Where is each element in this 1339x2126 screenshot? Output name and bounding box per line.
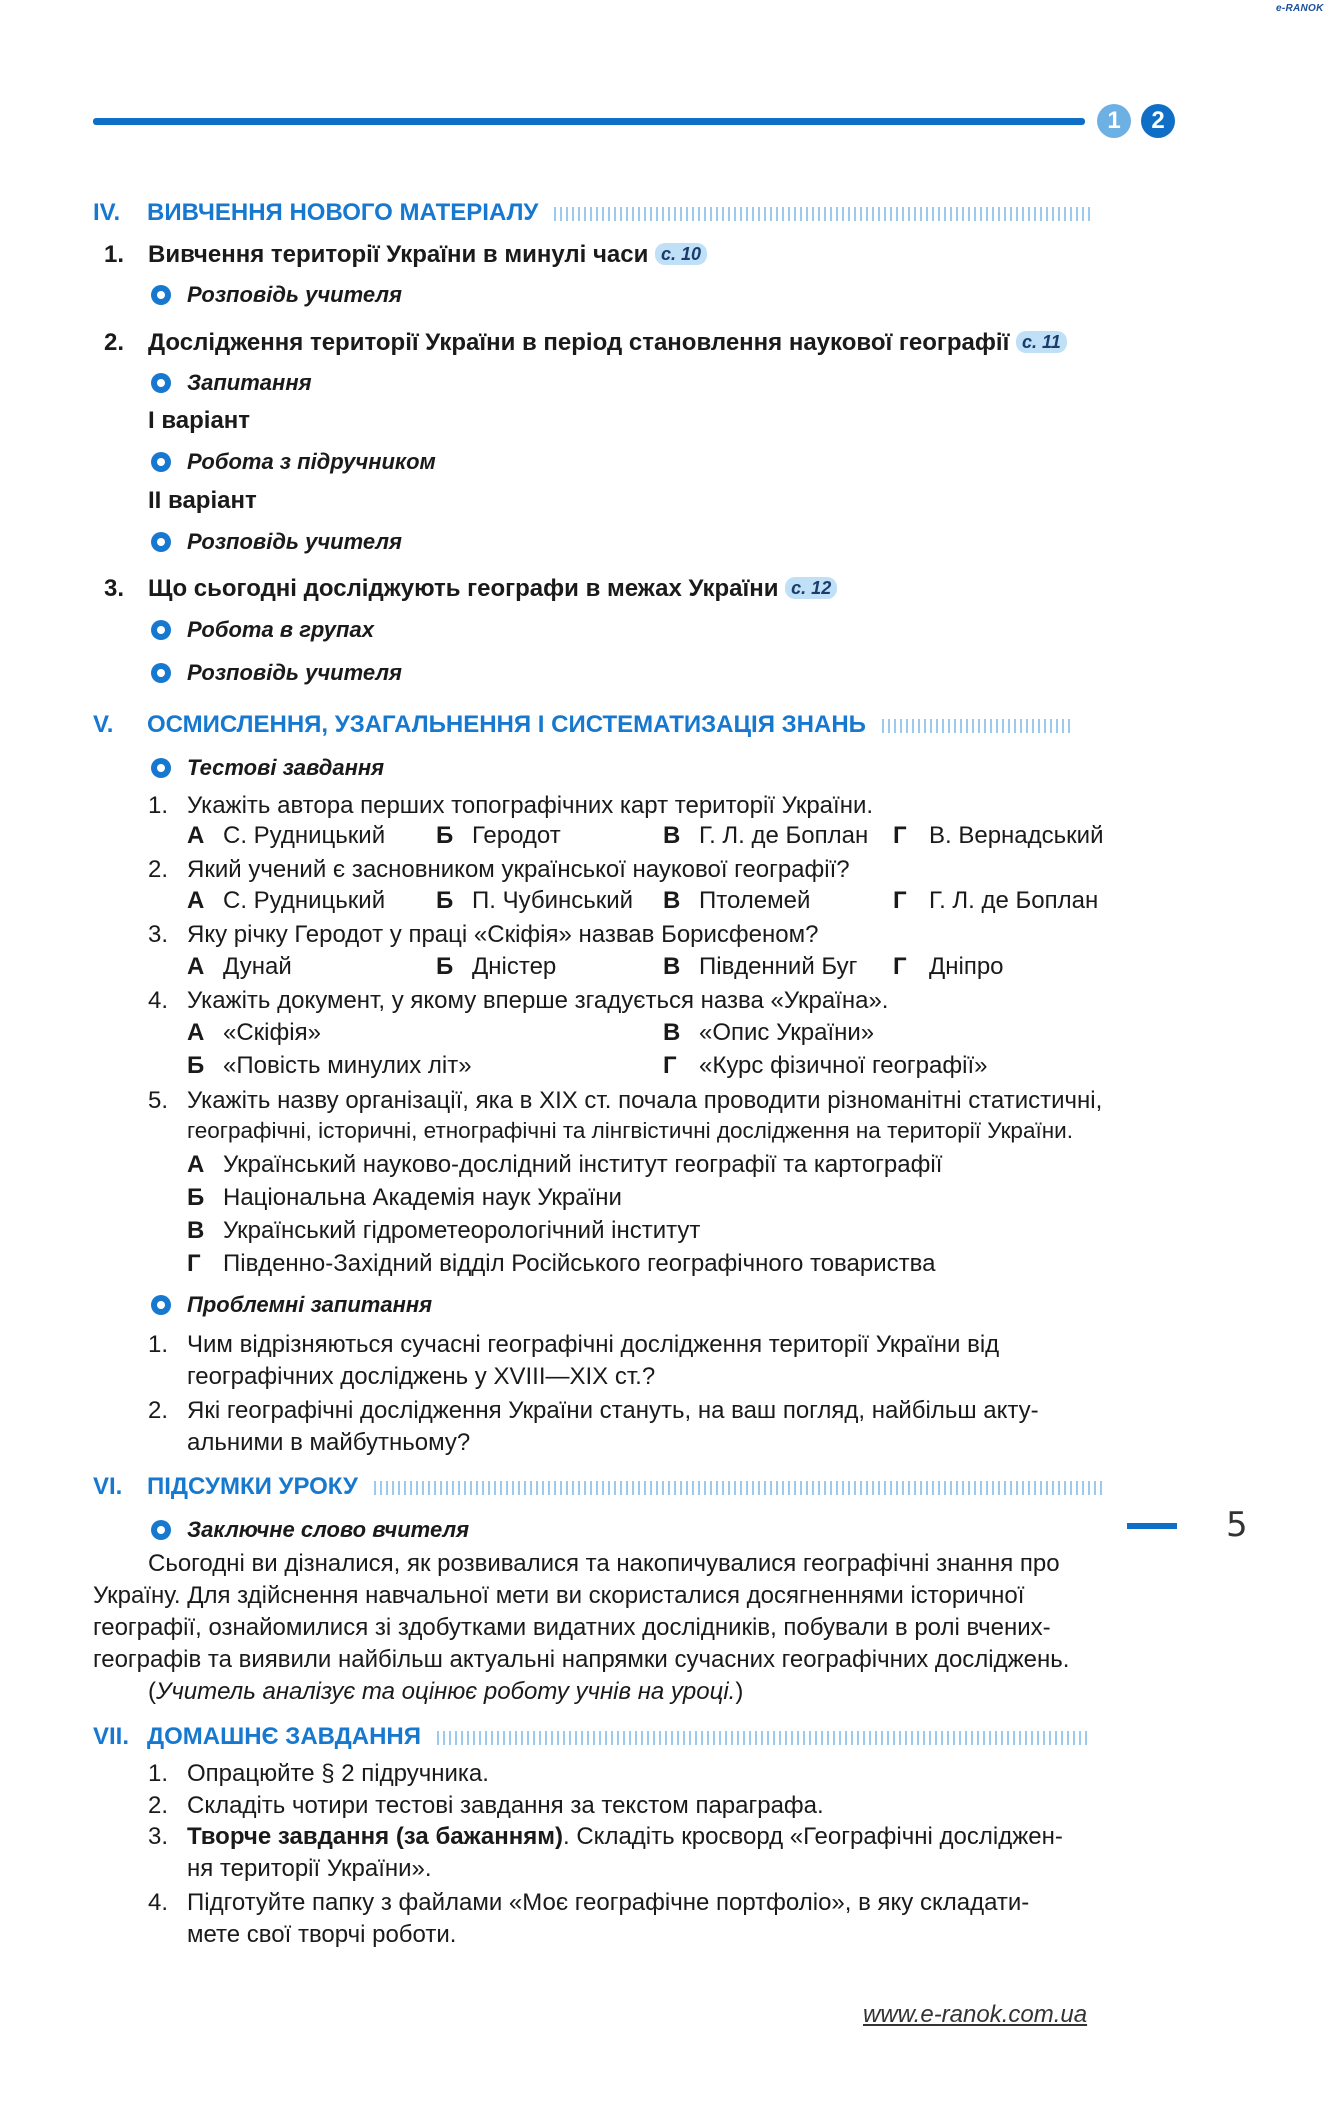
answer-option: Г В. Вернадський [893,822,1104,849]
activity-label: Запитання [187,370,312,395]
bullet-icon [151,285,171,305]
bullet-icon [151,620,171,640]
task-number: 1. [148,1760,169,1787]
section-number: IV. [93,199,121,226]
test-question-1: Укажіть автора перших топографічних карт території України. [187,792,874,819]
item-number: 2. [104,329,125,356]
section-number: V. [93,711,114,738]
answer-option: А Український науково-дослідний інститут географії та картографії [187,1151,943,1178]
section-heading-vii [93,1722,1108,1752]
page-marker-2: 2 [1141,104,1175,138]
section-title: ПІДСУМКИ УРОКУ [147,1473,358,1500]
page-marker-1: 1 [1097,104,1131,138]
bullet-icon [151,373,171,393]
problem-question-2-line-1: Які географічні дослідження України стануть, на ваш погляд, найбільш акту- [187,1397,1039,1424]
homework-4-line-2: мете свої творчі роботи. [187,1921,457,1948]
page-number: 5 [1226,1505,1248,1545]
answer-option: Б Національна Академія наук України [187,1184,622,1211]
answer-option: В Український гідрометеорологічний інститут [187,1217,701,1244]
activity-label: Робота з підручником [187,449,436,474]
activity-label: Розповідь учителя [187,282,403,307]
header-rule [93,118,1085,125]
answer-option: Г Г. Л. де Боплан [893,887,1099,914]
answer-option: Б Геродот [436,822,561,849]
question-number: 3. [148,921,169,948]
item-number: 3. [104,575,125,602]
section-number: VI. [93,1473,123,1500]
question-number: 5. [148,1087,169,1114]
activity-label: Робота в групах [187,617,374,642]
answer-option: Г «Курс фізичної географії» [663,1052,988,1079]
activity-label: Проблемні запитання [187,1292,433,1317]
answer-option: Г Південно-Західний відділ Російського географічного товариства [187,1250,936,1277]
website-link[interactable]: www.e-ranok.com.ua [863,2001,1088,2028]
publisher-logo-text: e-RANOK [1276,3,1324,14]
summary-line-2: Україну. Для здійснення навчальної мети ви скористалися досягненнями історичної [93,1582,1025,1609]
bullet-icon [151,1295,171,1315]
answer-option: В «Опис України» [663,1019,875,1046]
test-question-5-line-2: географічні, історичні, етнографічні та лінгвістичні дослідження на території України. [187,1118,1073,1143]
answer-option: Б Дністер [436,953,557,980]
test-question-2: Який учений є засновником української наукової географії? [187,856,850,883]
teacher-note: (Учитель аналізує та оцінює роботу учнів на уроці.) [148,1678,744,1705]
summary-line-1: Сьогодні ви дізналися, як розвивалися та накопичувалися географічні знання про [148,1550,1060,1577]
page-ref: с. 10 [655,243,707,265]
homework-3-line-2: ня території України». [187,1855,432,1882]
section-heading-v [93,710,1108,740]
test-question-3: Яку річку Геродот у праці «Скіфія» назвав Борисфеном? [187,921,819,948]
homework-3: Творче завдання (за бажанням). Складіть кросворд «Географічні досліджен- [187,1823,1063,1850]
question-number: 1. [148,1331,169,1358]
activity-label: Тестові завдання [187,755,385,780]
question-number: 4. [148,987,169,1014]
problem-question-1-line-1: Чим відрізняються сучасні географічні дослідження території України від [187,1331,1000,1358]
answer-option: Г Дніпро [893,953,1004,980]
topic-item-3: Що сьогодні досліджують географи в межах України с. 12 [148,574,837,604]
homework-2: Складіть чотири тестові завдання за текстом параграфа. [187,1792,824,1819]
section-hatch [882,719,1072,733]
question-number: 1. [148,792,169,819]
problem-question-1-line-2: географічних досліджень у XVIII—XIX ст.? [187,1363,656,1390]
bullet-icon [151,1520,171,1540]
task-number: 2. [148,1792,169,1819]
section-hatch [554,207,1090,221]
test-question-5-line-1: Укажіть назву організації, яка в XIX ст. почала проводити різноманітні статистичні, [187,1087,1103,1114]
section-number: VII. [93,1723,130,1750]
problem-question-2-line-2: альними в майбутньому? [187,1429,471,1456]
topic-item-2: Дослідження території України в період становлення наукової географії с. 11 [148,328,1067,358]
answer-option: В Південний Буг [663,953,858,980]
activity-label: Розповідь учителя [187,660,403,685]
test-question-4: Укажіть документ, у якому вперше згадується назва «Україна». [187,987,889,1014]
answer-option: А С. Рудницький [187,887,386,914]
section-title: ОСМИСЛЕННЯ, УЗАГАЛЬНЕННЯ І СИСТЕМАТИЗАЦІЯ ЗНАНЬ [147,711,866,738]
task-number: 4. [148,1889,169,1916]
homework-4-line-1: Підготуйте папку з файлами «Моє географічне портфоліо», в яку складати- [187,1889,1030,1916]
question-number: 2. [148,1397,169,1424]
bullet-icon [151,663,171,683]
summary-line-4: географів та виявили найбільш актуальні напрямки сучасних географічних досліджень. [93,1646,1070,1673]
section-heading-iv [93,198,1108,228]
answer-option: А Дунай [187,953,292,980]
section-hatch [374,1481,1104,1495]
variant-heading: ІІ варіант [148,487,257,514]
bullet-icon [151,532,171,552]
homework-1: Опрацюйте § 2 підручника. [187,1760,489,1787]
question-number: 2. [148,856,169,883]
answer-option: В Птолемей [663,887,811,914]
variant-heading: І варіант [148,407,251,434]
answer-option: В Г. Л. де Боплан [663,822,869,849]
section-heading-vi [93,1472,1108,1502]
topic-item-1: Вивчення території України в минулі часи с. 10 [148,240,707,270]
task-number: 3. [148,1823,169,1850]
section-title: ВИВЧЕННЯ НОВОГО МАТЕРІАЛУ [147,199,539,226]
answer-option: А С. Рудницький [187,822,386,849]
section-title: ДОМАШНЄ ЗАВДАННЯ [147,1723,422,1750]
section-hatch [437,1731,1087,1745]
activity-label: Заключне слово вчителя [187,1517,470,1542]
bullet-icon [151,758,171,778]
activity-label: Розповідь учителя [187,529,403,554]
answer-option: Б П. Чубинський [436,887,634,914]
page-marker-rule [1127,1523,1177,1529]
summary-line-3: географії, ознайомилися зі здобутками видатних дослідників, побували в ролі вчених- [93,1614,1051,1641]
bullet-icon [151,452,171,472]
answer-option: А «Скіфія» [187,1019,321,1046]
item-number: 1. [104,241,125,268]
page-ref: с. 11 [1016,331,1067,353]
page-ref: с. 12 [785,577,837,599]
answer-option: Б «Повість минулих літ» [187,1052,472,1079]
